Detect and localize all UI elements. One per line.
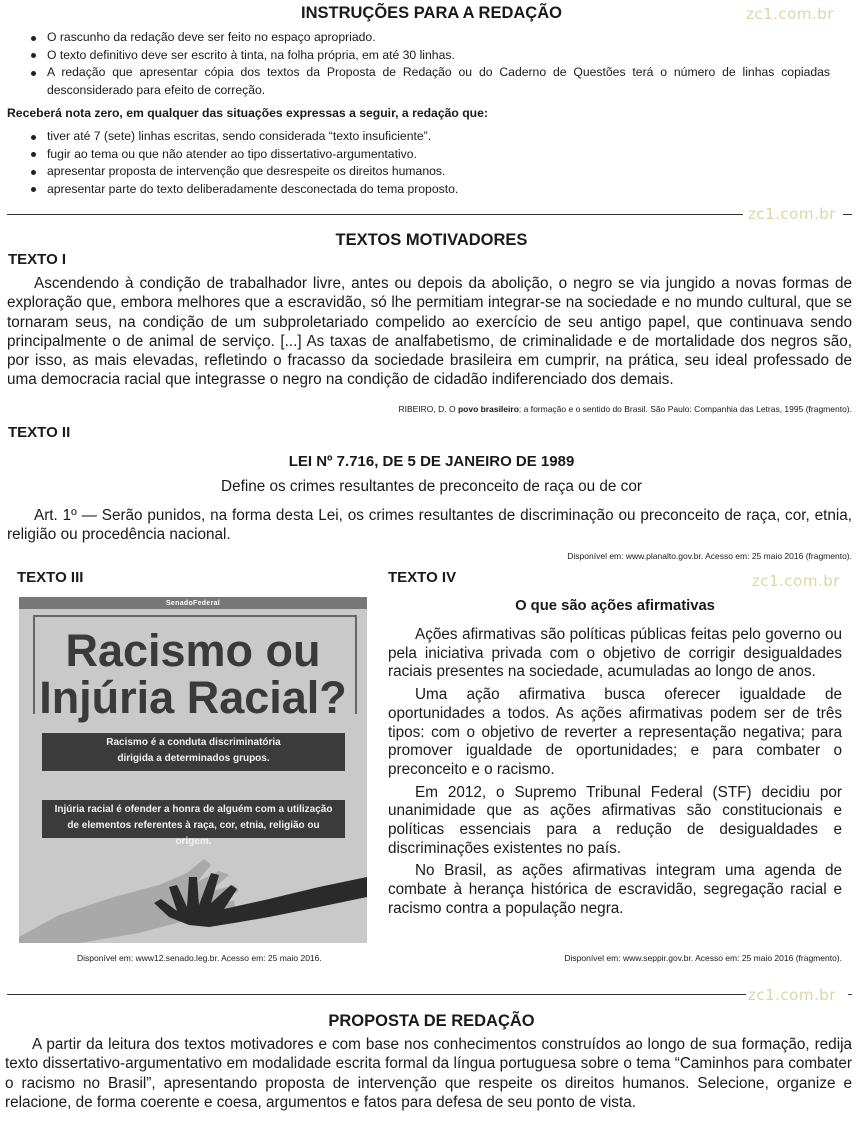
law-title: LEI Nº 7.716, DE 5 DE JANEIRO DE 1989	[288, 453, 575, 470]
nota-zero-list	[0, 128, 830, 198]
watermark: zc1.com.br	[746, 5, 834, 23]
hands-illustration	[19, 837, 367, 943]
paragraph: Ações afirmativas são políticas públicas feitas pelo governo ou pela iniciativa privada com o objetivo de corrigir desigualdades raciais presentes na sociedade, acumuladas ao longo de anos.	[388, 626, 842, 681]
divider	[848, 994, 852, 995]
texto-i-label: TEXTO I	[8, 251, 67, 268]
list-item: tiver até 7 (sete) linhas escritas, sendo considerada “texto insuficiente”.	[0, 128, 830, 146]
paragraph: Uma ação afirmativa busca oferecer igualdade de oportunidades a todos. As ações afirmativas podem ser de três tipos: com o objetivo de reverter a representação negativa; para promover igualdade de oportunidades; e para combater o preconceito e o racismo.	[388, 686, 842, 778]
texto-ii-label: TEXTO II	[8, 424, 71, 441]
texto-i-body: Ascendendo à condição de trabalhador livre, antes ou depois da abolição, o negro se via jungido a novas formas de exploração que, embora melhores que a escravidão, só lhe permitiam integrar-se na sociedade e no mundo cultural, que se tornaram seus, na condição de um subproletariado compelido ao exercício de seu antigo papel, que continuava sendo principalmente o de animal de serviço. [...] As taxas de analfabetismo, de criminalidade e de mortalidade dos negros são, por isso, as mais elevadas, refletindo o fracasso da sociedade brasileira em cumprir, na prática, seu ideal professado de uma democracia racial que integrasse o negro na condição de cidadão indiferenciado dos demais.	[7, 275, 852, 389]
section-title-motivadores: TEXTOS MOTIVADORES	[335, 231, 528, 249]
source-text: RIBEIRO, D. O	[398, 404, 458, 414]
poster-title-line: Injúria Racial?	[39, 672, 347, 723]
instructions-title: INSTRUÇÕES PARA A REDAÇÃO	[301, 4, 562, 22]
texto-ii-body: Art. 1º — Serão punidos, na forma desta Lei, os crimes resultantes de discriminação ou preconceito de raça, cor, etnia, religião ou procedência nacional.	[7, 507, 852, 544]
poster-band	[42, 800, 345, 847]
law-subtitle: Define os crimes resultantes de preconceito de raça ou de cor	[221, 478, 642, 495]
poster-title	[19, 627, 367, 721]
texto-iv-title: O que são ações afirmativas	[515, 598, 715, 614]
watermark: zc1.com.br	[748, 205, 836, 223]
divider	[843, 214, 852, 215]
texto-iv-body	[388, 626, 842, 919]
instructions-list	[0, 29, 830, 99]
watermark: zc1.com.br	[752, 572, 840, 590]
texto-iv-source: Disponível em: www.seppir.gov.br. Acesso em: 25 maio 2016 (fragmento).	[564, 953, 842, 963]
paragraph: No Brasil, as ações afirmativas integram uma agenda de combate à herança histórica de escravidão, segregação racial e racismo contra a população negra.	[388, 862, 842, 917]
source-text: : a formação e o sentido do Brasil. São Paulo: Companhia das Letras, 1995 (fragmento).	[518, 404, 852, 414]
divider	[7, 994, 746, 995]
paragraph: Em 2012, o Supremo Tribunal Federal (STF) decidiu por unanimidade que as ações afirmativas são constitucionais e políticas essenciais para a redução de desigualdades e discriminações existentes no país.	[388, 783, 842, 857]
list-item: O texto definitivo deve ser escrito à tinta, na folha própria, em até 30 linhas.	[0, 47, 830, 65]
poster-brand: SenadoFederal	[165, 600, 221, 607]
racism-poster-image	[19, 597, 367, 943]
poster-band	[42, 733, 345, 771]
list-item: A redação que apresentar cópia dos textos da Proposta de Redação ou do Caderno de Questões terá o número de linhas copiadas desconsiderado para efeito de correção.	[0, 64, 830, 99]
divider	[7, 214, 743, 215]
poster-band-text: Injúria racial é ofender a honra de alguém com a utilização de elementos referentes à raça, cor, etnia, religião ou origem.	[54, 804, 333, 847]
texto-iv-label: TEXTO IV	[388, 569, 457, 586]
poster-title-line: Racismo ou	[65, 625, 321, 676]
texto-i-source	[398, 404, 852, 414]
list-item: apresentar parte do texto deliberadamente desconectada do tema proposto.	[0, 181, 830, 199]
proposta-title: PROPOSTA DE REDAÇÃO	[328, 1012, 535, 1030]
nota-zero-intro: Receberá nota zero, em qualquer das situações expressas a seguir, a redação que:	[7, 106, 488, 120]
proposta-body: A partir da leitura dos textos motivadores e com base nos conhecimentos construídos ao longo de sua formação, redija texto dissertativo-argumentativo em modalidade escrita formal da língua portuguesa sobre o tema “Caminhos para combater o racismo no Brasil”, apresentando proposta de intervenção que respeite os direitos humanos. Selecione, organize e relacione, de forma coerente e coesa, argumentos e fatos para defesa de seu ponto de vista.	[5, 1036, 852, 1111]
list-item: O rascunho da redação deve ser feito no espaço apropriado.	[0, 29, 830, 47]
poster-band-text: Racismo é a conduta discriminatória dirigida a determinados grupos.	[106, 737, 281, 764]
book-title: povo brasileiro	[457, 404, 519, 414]
list-item: fugir ao tema ou que não atender ao tipo dissertativo-argumentativo.	[0, 146, 830, 164]
texto-iii-label: TEXTO III	[17, 569, 84, 586]
watermark: zc1.com.br	[748, 986, 836, 1004]
texto-ii-source: Disponível em: www.planalto.gov.br. Acesso em: 25 maio 2016 (fragmento).	[567, 551, 852, 561]
list-item: apresentar proposta de intervenção que desrespeite os direitos humanos.	[0, 163, 830, 181]
texto-iii-source: Disponível em: www12.senado.leg.br. Acesso em: 25 maio 2016.	[77, 953, 322, 963]
